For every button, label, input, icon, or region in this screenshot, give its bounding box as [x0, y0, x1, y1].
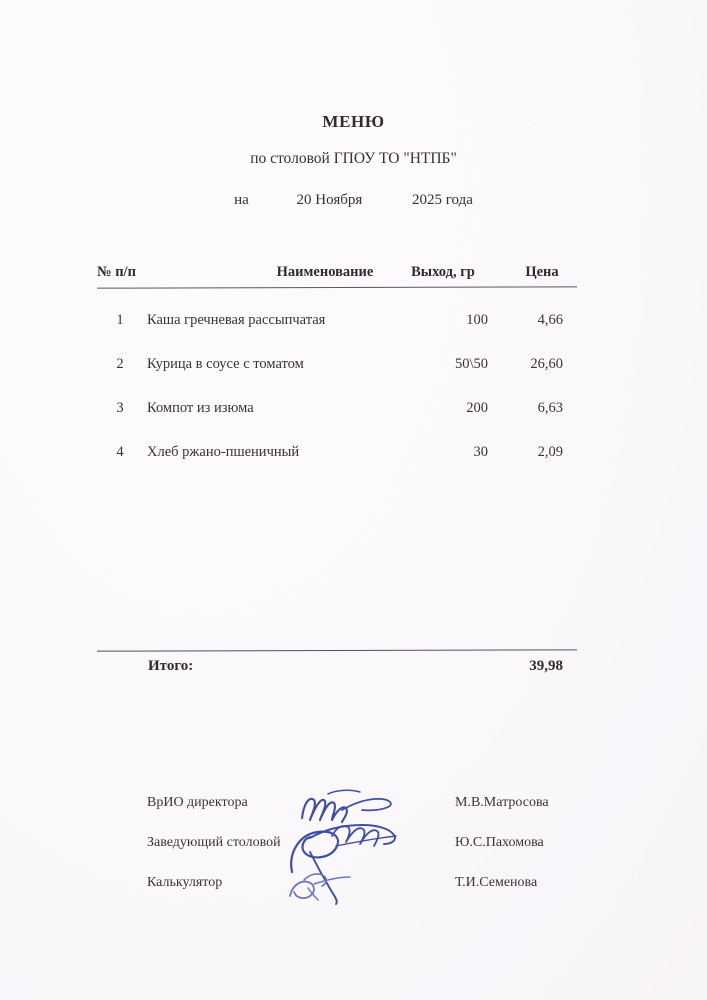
- cell-price: 4,66: [537, 312, 563, 328]
- signature-name: Ю.С.Пахомова: [455, 835, 544, 850]
- table-row: [97, 352, 577, 396]
- signature-row: [0, 795, 707, 835]
- column-header-price: Цена: [525, 264, 559, 280]
- column-header-output: Выход, гр: [411, 264, 475, 280]
- signature-name: Т.И.Семенова: [455, 875, 538, 890]
- signature-role: ВрИО директора: [147, 795, 248, 810]
- table-header-row: [97, 264, 577, 288]
- table-row: [97, 308, 577, 352]
- signature-role: Калькулятор: [147, 875, 223, 890]
- cell-number: 3: [116, 400, 124, 416]
- dateline-day-month: 20 Ноября: [296, 192, 363, 208]
- cell-name: Курица в соусе с томатом: [147, 356, 304, 372]
- cell-price: 26,60: [530, 356, 563, 372]
- menu-table: [97, 264, 577, 460]
- signature-block: [0, 795, 707, 915]
- cell-name: Хлеб ржано-пшеничный: [147, 444, 300, 460]
- column-header-name: Наименование: [276, 264, 374, 280]
- cell-name: Каша гречневая рассыпчатая: [147, 312, 326, 328]
- cell-number: 2: [116, 356, 124, 372]
- signature-name: М.В.Матросова: [455, 795, 549, 810]
- cell-output: 200: [466, 400, 488, 416]
- table-row: [97, 440, 577, 484]
- table-row: [97, 396, 577, 440]
- document-subtitle: по столовой ГПОУ ТО "НТПБ": [250, 150, 457, 167]
- cell-number: 1: [116, 312, 124, 328]
- cell-output: 100: [466, 312, 488, 328]
- cell-price: 2,09: [537, 444, 563, 460]
- cell-number: 4: [116, 444, 124, 460]
- cell-output: 30: [473, 444, 488, 460]
- total-row: [97, 658, 577, 682]
- dateline-prefix: на: [234, 192, 249, 208]
- page-title: МЕНЮ: [322, 112, 385, 131]
- total-rule: [97, 649, 577, 651]
- table-header-rule: [97, 286, 577, 288]
- signature-row: [0, 835, 707, 875]
- signature-row: [0, 875, 707, 915]
- dateline-year: 2025 года: [412, 192, 473, 208]
- document-dateline: [0, 192, 707, 209]
- total-label: Итого:: [148, 658, 194, 674]
- cell-name: Компот из изюма: [147, 400, 254, 416]
- signature-role: Заведующий столовой: [147, 835, 281, 850]
- cell-price: 6,63: [537, 400, 563, 416]
- total-value: 39,98: [529, 658, 563, 674]
- cell-output: 50\50: [454, 356, 488, 372]
- table-body: [97, 308, 577, 484]
- column-header-number: № п/п: [97, 264, 136, 280]
